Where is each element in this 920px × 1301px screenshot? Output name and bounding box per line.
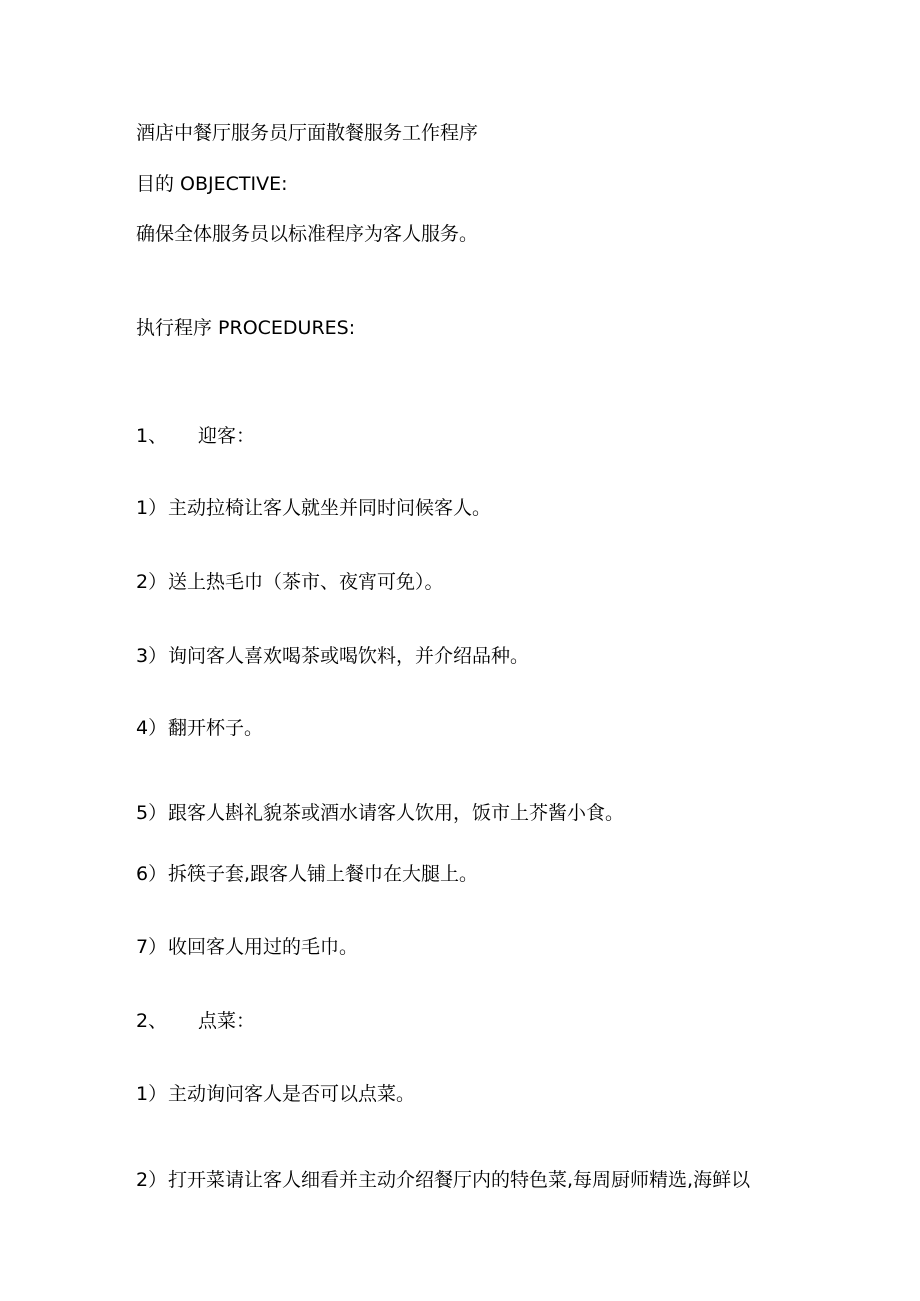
list-item — [136, 862, 478, 886]
section-title: 点菜： — [198, 1010, 256, 1032]
document-title: 酒店中餐厅服务员厅面散餐服务工作程序 — [136, 122, 479, 144]
list-item — [136, 935, 358, 959]
list-item — [136, 644, 529, 668]
item-number: 5） — [136, 802, 168, 824]
item-number: 4） — [136, 717, 168, 739]
list-item — [136, 496, 491, 520]
list-item — [136, 716, 263, 740]
item-number: 6） — [136, 863, 168, 885]
section-title: 迎客： — [198, 425, 256, 447]
item-number: 2） — [136, 571, 168, 593]
section-number: 2、 — [136, 1010, 168, 1032]
objective-heading: 目的 OBJECTIVE: — [136, 173, 288, 195]
section-heading-greeting — [136, 424, 255, 448]
section-number: 1、 — [136, 425, 168, 447]
section-heading-ordering — [136, 1009, 255, 1033]
item-number: 2） — [136, 1169, 168, 1191]
list-item — [136, 1168, 750, 1192]
procedures-heading: 执行程序 PROCEDURES: — [136, 317, 356, 339]
list-item — [136, 1082, 415, 1106]
item-text: 打开菜请让客人细看并主动介绍餐厅内的特色菜,每周厨师精选,海鲜以 — [168, 1169, 751, 1191]
list-item — [136, 570, 444, 594]
list-item — [136, 801, 624, 825]
item-text: 拆筷子套,跟客人铺上餐巾在大腿上。 — [168, 863, 479, 885]
item-text: 翻开杯子。 — [168, 717, 264, 739]
item-number: 3） — [136, 645, 168, 667]
item-text: 询问客人喜欢喝茶或喝饮料，并介绍品种。 — [168, 645, 530, 667]
objective-text: 确保全体服务员以标准程序为客人服务。 — [136, 223, 479, 245]
item-text: 主动拉椅让客人就坐并同时问候客人。 — [168, 497, 492, 519]
item-text: 送上热毛巾（茶市、夜宵可免）。 — [168, 571, 444, 593]
item-number: 1） — [136, 497, 168, 519]
item-text: 跟客人斟礼貌茶或酒水请客人饮用，饭市上芥酱小食。 — [168, 802, 625, 824]
item-number: 1） — [136, 1083, 168, 1105]
item-number: 7） — [136, 936, 168, 958]
item-text: 主动询问客人是否可以点菜。 — [168, 1083, 416, 1105]
item-text: 收回客人用过的毛巾。 — [168, 936, 359, 958]
